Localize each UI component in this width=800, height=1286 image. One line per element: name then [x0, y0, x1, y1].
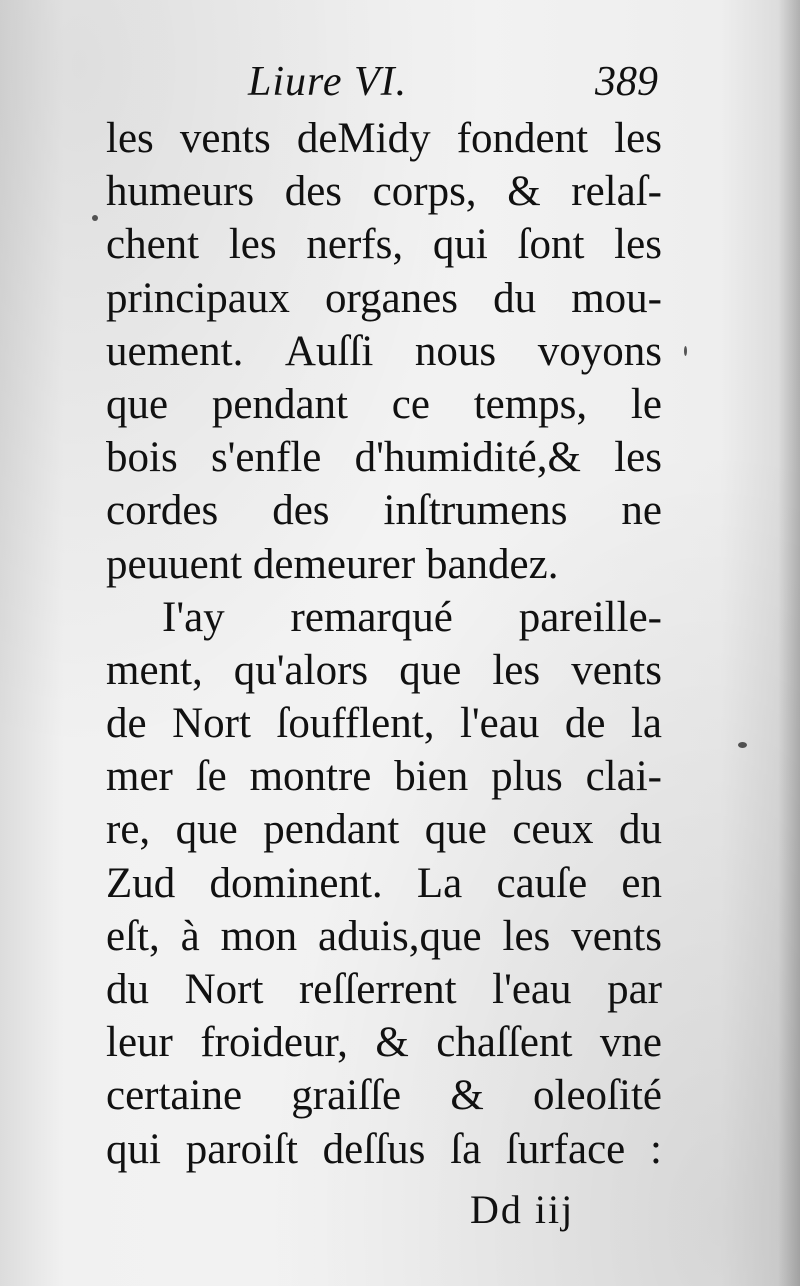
- text-line: [106, 1016, 662, 1069]
- word: principaux: [106, 274, 290, 322]
- word: &: [507, 168, 541, 216]
- word: ceux: [512, 806, 594, 854]
- word: qui: [106, 1125, 161, 1173]
- word: ſont: [517, 221, 585, 269]
- text-line: [106, 591, 662, 644]
- word: ſurface: [505, 1125, 626, 1173]
- word: dominent.: [209, 859, 383, 907]
- page-header: [248, 58, 658, 106]
- word: les: [614, 221, 662, 269]
- word: l'eau: [459, 700, 540, 748]
- word: re,: [106, 806, 151, 854]
- word: du: [618, 806, 662, 854]
- word: :: [649, 1125, 662, 1173]
- word: eſt,: [106, 912, 160, 960]
- text-line: [106, 431, 662, 484]
- text-line: [106, 644, 662, 697]
- word: les: [492, 646, 541, 694]
- word: bien: [394, 753, 469, 801]
- word: que: [175, 806, 238, 854]
- text-line: [106, 112, 662, 165]
- word: les: [614, 434, 662, 482]
- word: montre: [249, 753, 372, 801]
- word: s'enfle: [210, 434, 322, 482]
- word: à: [180, 912, 200, 960]
- word: clai-: [585, 753, 662, 801]
- text-line: peuuent demeurer bandez.: [106, 540, 559, 588]
- word: Auſſi: [284, 327, 374, 375]
- word: ſoufflent,: [276, 700, 435, 748]
- word: qui: [432, 221, 488, 269]
- signature-mark: Dd iij: [470, 1187, 575, 1232]
- text-line: [106, 1069, 662, 1122]
- text-line: [106, 325, 662, 378]
- page-number: 389: [595, 59, 658, 105]
- word: corps,: [372, 168, 477, 216]
- word: voyons: [537, 327, 662, 375]
- word: chaſſent: [436, 1019, 573, 1067]
- word: froideur,: [200, 1019, 348, 1067]
- word: plus: [491, 753, 563, 801]
- word: uement.: [106, 327, 244, 375]
- word: du: [493, 274, 537, 322]
- text-line: [106, 963, 662, 1016]
- word: pendant: [263, 806, 400, 854]
- word: les: [502, 912, 551, 960]
- word: du: [106, 966, 149, 1013]
- word: les: [614, 115, 662, 162]
- word: La: [416, 859, 463, 907]
- text-line: [106, 910, 662, 963]
- word: aduis,que: [318, 912, 482, 960]
- word: leur: [106, 1019, 173, 1067]
- word: ce: [391, 380, 430, 428]
- text-line: [106, 697, 662, 750]
- running-title: Liure VI.: [248, 59, 408, 105]
- word: Zud: [106, 859, 176, 907]
- word: pendant: [211, 380, 348, 428]
- text-line: [106, 1123, 662, 1176]
- word: ment,: [106, 646, 203, 694]
- word: organes: [325, 274, 458, 322]
- word: chent: [106, 221, 200, 269]
- text-line: [106, 857, 662, 910]
- word: nous: [414, 327, 497, 375]
- word: I'ay: [162, 593, 225, 641]
- word: vents: [571, 646, 662, 694]
- ink-speck: [738, 742, 747, 748]
- word: Nort: [172, 700, 251, 748]
- word: de: [106, 700, 147, 748]
- text-line: [106, 272, 662, 325]
- word: Nort: [184, 966, 264, 1013]
- word: vne: [599, 1019, 662, 1067]
- word: inſtrumens: [383, 487, 568, 535]
- body-text: [106, 112, 662, 1176]
- word: en: [621, 859, 662, 907]
- word: vents: [571, 912, 662, 960]
- word: relaſ-: [571, 168, 662, 216]
- word: temps,: [473, 380, 588, 428]
- word: bois: [106, 434, 178, 482]
- word: mer: [106, 753, 173, 801]
- word: cordes: [106, 487, 219, 535]
- word: d'humidité,&: [354, 434, 581, 482]
- word: ne: [621, 487, 662, 535]
- word: l'eau: [492, 966, 572, 1013]
- word: de: [564, 700, 606, 748]
- word: deMidy: [296, 115, 431, 162]
- word: &: [450, 1072, 484, 1120]
- text-line: [106, 750, 662, 803]
- word: que: [399, 646, 462, 694]
- word: la: [630, 700, 662, 748]
- word: nerfs,: [306, 221, 404, 269]
- text-line: [106, 218, 662, 271]
- word: humeurs: [106, 168, 255, 216]
- text-line: [106, 378, 662, 431]
- word: que: [424, 806, 487, 854]
- word: les: [228, 221, 277, 269]
- word: qu'alors: [233, 646, 369, 694]
- word: fondent: [456, 115, 589, 162]
- word: des: [272, 487, 330, 535]
- word: mou-: [571, 274, 662, 322]
- word: le: [630, 380, 662, 428]
- word: &: [375, 1019, 409, 1067]
- word: oleoſité: [533, 1072, 662, 1120]
- word: des: [284, 168, 343, 216]
- word: ſa: [450, 1125, 482, 1173]
- word: reſſerrent: [298, 966, 457, 1013]
- word: paroiſt: [185, 1125, 298, 1173]
- ink-speck: [684, 346, 687, 356]
- word: mon: [220, 912, 298, 960]
- word: deſſus: [322, 1125, 426, 1173]
- text-line: [106, 484, 662, 537]
- word: graiſſe: [291, 1072, 402, 1120]
- word: cauſe: [496, 859, 588, 907]
- text-line: [106, 165, 662, 218]
- word: vents: [179, 115, 271, 162]
- word: certaine: [106, 1072, 243, 1120]
- text-line: [106, 803, 662, 856]
- word: remarqué: [290, 593, 453, 641]
- page-edge-shadow: [778, 0, 800, 1286]
- ink-speck: [92, 215, 98, 221]
- word: pareille-: [518, 593, 662, 641]
- word: par: [607, 966, 662, 1013]
- word: les: [106, 115, 154, 162]
- word: ſe: [195, 753, 227, 801]
- word: que: [106, 380, 169, 428]
